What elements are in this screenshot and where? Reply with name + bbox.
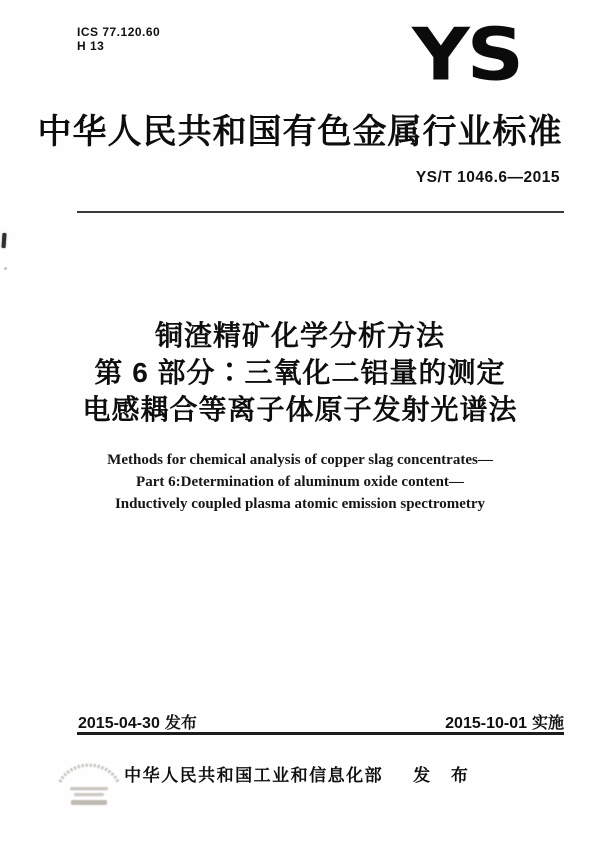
ics-classification-block — [77, 25, 160, 53]
implement-date: 2015-10-01 — [445, 715, 527, 732]
en-title-line2: Part 6:Determination of aluminum oxide content— — [136, 474, 464, 490]
cn-title-line1: 铜渣精矿化学分析方法 — [154, 320, 445, 351]
issue-date-label: 发布 — [164, 715, 197, 732]
ys-logo: YS — [412, 12, 521, 97]
standard-number: YS/T 1046.6—2015 — [415, 169, 560, 186]
scan-artifact-dot — [4, 267, 7, 270]
issue-date-group — [78, 710, 197, 733]
ics-code: ICS 77.120.60 — [77, 25, 161, 39]
document-title-chinese — [0, 317, 600, 428]
scan-artifact-mark — [1, 233, 6, 248]
classification-code: H 13 — [77, 39, 105, 53]
publish-action-label: 发 布 — [413, 766, 476, 785]
stamp-text-line-1 — [70, 787, 108, 790]
implement-date-group — [445, 710, 564, 733]
stamp-text-line-3 — [71, 800, 107, 805]
publisher-row — [0, 761, 600, 786]
cn-title-line3: 电感耦合等离子体原子发射光谱法 — [82, 394, 518, 425]
document-title-english — [0, 449, 600, 515]
top-divider-rule — [77, 211, 564, 213]
bottom-divider-rule — [77, 732, 564, 735]
dates-row — [78, 710, 564, 733]
issue-date: 2015-04-30 — [78, 715, 160, 732]
implement-date-label: 实施 — [531, 715, 564, 732]
stamp-text-line-2 — [74, 793, 104, 796]
en-title-line1: Methods for chemical analysis of copper slag concentrates— — [107, 452, 493, 468]
cn-title-line2: 第 6 部分∶三氧化二铝量的测定 — [94, 357, 506, 388]
en-title-line3: Inductively coupled plasma atomic emission spectrometry — [114, 496, 486, 512]
standard-category-title: 中华人民共和国有色金属行业标准 — [37, 113, 563, 151]
publisher-name: 中华人民共和国工业和信息化部 — [124, 766, 384, 785]
